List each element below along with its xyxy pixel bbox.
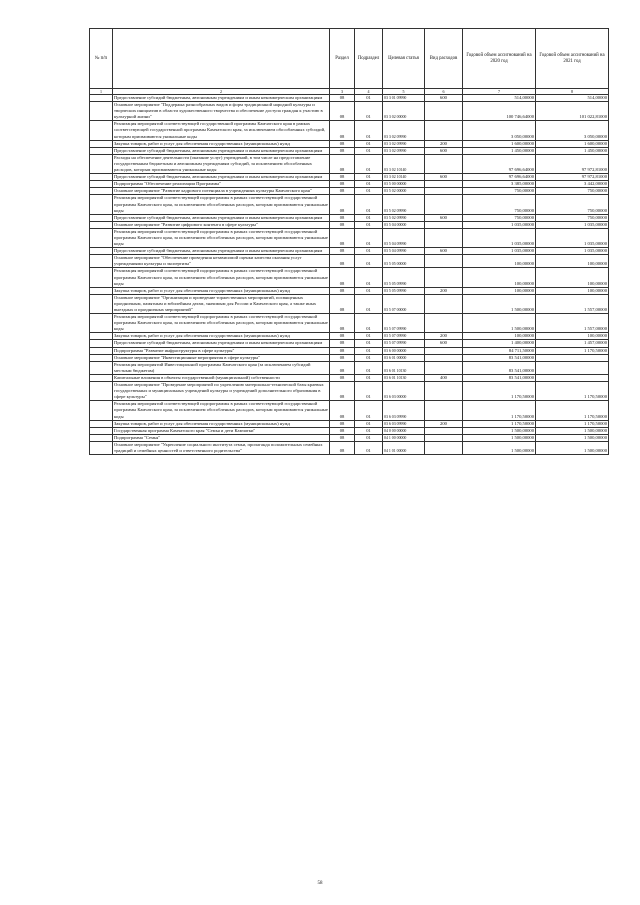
row-sum2021-cell: 1 500,00000 [536, 427, 609, 434]
row-sum2020-cell: 3 385,00000 [463, 181, 536, 188]
row-sum2021-cell: 101 022,81000 [536, 102, 609, 121]
row-sum2020-cell: 100,00000 [463, 333, 536, 340]
row-target-cell: 03 6 03 00000 [383, 382, 425, 401]
header-exptype: Вид расходов [425, 29, 463, 89]
row-sum2021-cell [536, 361, 609, 374]
row-subsection-cell: 01 [355, 382, 383, 401]
row-sum2020-cell: 1 170,50000 [463, 420, 536, 427]
row-number-cell [90, 441, 113, 454]
row-number-cell [90, 333, 113, 340]
header-section: Раздел [330, 29, 355, 89]
table-row [90, 340, 609, 347]
row-subsection-cell: 01 [355, 140, 383, 147]
row-name-cell: Реализация мероприятий соответствующей подпрограммы в рамках соответствующей государственной программы Камчатского края, за исключением обособленных расходов, которым присваиваются уникальные коды [114, 314, 328, 332]
row-sum2020-cell: 84 711,50000 [463, 347, 536, 354]
row-target-cell: 03 5 07 09990 [383, 340, 425, 347]
row-section-cell: 08 [330, 102, 355, 121]
row-exptype-cell [425, 294, 463, 313]
table-row [90, 248, 609, 255]
row-name-cell: Основное мероприятие "Развитие кадрового потенциала в учреждениях культуры Камчатского края" [113, 188, 330, 195]
column-number: 4 [355, 89, 383, 95]
row-section-cell: 08 [330, 248, 355, 255]
row-number-cell [90, 248, 113, 255]
table-row [90, 434, 609, 441]
row-subsection-cell: 01 [355, 287, 383, 294]
row-name-cell: Предоставление субсидий бюджетным, автономным учреждениям и иным некоммерческим организациям [113, 214, 330, 221]
row-number-cell [90, 420, 113, 427]
row-target-cell: 03 3 01 09990 [383, 95, 425, 102]
row-section-cell: 08 [330, 420, 355, 427]
row-sum2020-cell: 1 600,00000 [463, 140, 536, 147]
row-section-cell: 08 [330, 95, 355, 102]
row-section-cell: 08 [330, 441, 355, 454]
table-row [90, 181, 609, 188]
row-name-cell: Закупка товаров, работ и услуг для обеспечения государственных (муниципальных) нужд [113, 287, 330, 294]
row-target-cell: 03 3 02 09990 [383, 140, 425, 147]
row-section-cell: 08 [330, 333, 355, 340]
row-sum2020-cell: 1 035,00000 [463, 248, 536, 255]
table-row [90, 214, 609, 221]
table-row [90, 221, 609, 228]
row-sum2020-cell: 100,00000 [463, 255, 536, 268]
row-target-cell: 03 6 01 00000 [383, 354, 425, 361]
row-subsection-cell: 01 [355, 441, 383, 454]
row-name-cell: Предоставление субсидий бюджетным, автономным учреждениям и иным некоммерческим организациям [113, 174, 330, 181]
row-number-cell [90, 121, 113, 140]
row-number-cell [90, 427, 113, 434]
row-sum2021-cell: 514,00000 [536, 95, 609, 102]
row-name-cell: Реализация мероприятий Инвестиционной программы Камчатского края (за исключением субсидий местным бюджетам) [113, 361, 330, 374]
row-sum2021-cell: 1 035,00000 [536, 221, 609, 228]
row-name-cell: Основное мероприятие "Обеспечение проведения независимой оценки качества оказания услуг учреждениями культуры и экспертизы" [113, 255, 330, 268]
table-row [90, 188, 609, 195]
row-section-cell: 08 [330, 347, 355, 354]
row-sum2020-cell: 100,00000 [463, 268, 536, 287]
row-subsection-cell: 01 [355, 181, 383, 188]
row-sum2021-cell: 1 600,00000 [536, 140, 609, 147]
row-target-cell: 04 0 00 00000 [383, 427, 425, 434]
column-number: 5 [383, 89, 425, 95]
table-row [90, 255, 609, 268]
row-subsection-cell: 01 [355, 361, 383, 374]
row-name-cell: Реализация мероприятий соответствующей подпрограммы в рамках соответствующей государственной программы Камчатского края, за исключением обособленных расходов, которым присваиваются уникальные коды [114, 195, 328, 213]
row-section-cell: 08 [330, 181, 355, 188]
row-number-cell [90, 268, 113, 287]
row-exptype-cell [425, 361, 463, 374]
row-subsection-cell: 01 [355, 374, 383, 381]
row-name-cell: Предоставление субсидий бюджетным, автономным учреждениям и иным некоммерческим организациям [113, 147, 330, 154]
column-number: 8 [536, 89, 609, 95]
row-number-cell [90, 347, 113, 354]
row-exptype-cell [425, 102, 463, 121]
page-number: 58 [317, 881, 323, 886]
table-row [90, 333, 609, 340]
row-name-cell: Подпрограмма "Обеспечение реализации Программы" [113, 181, 330, 188]
row-exptype-cell [425, 427, 463, 434]
row-subsection-cell: 01 [355, 255, 383, 268]
row-subsection-cell: 01 [355, 401, 383, 420]
row-name-cell: Основное мероприятие "Укрепление социального института семьи, пропаганда положительных семейных традиций и семейных ценностей и ответственного родительства" [113, 441, 330, 454]
row-number-cell [90, 361, 113, 374]
table-row [90, 382, 609, 401]
row-sum2021-cell: 1 450,00000 [536, 147, 609, 154]
row-sum2021-cell: 1 170,50000 [536, 382, 609, 401]
column-number: 2 [113, 89, 330, 95]
row-number-cell [90, 174, 113, 181]
row-sum2020-cell: 514,00000 [463, 95, 536, 102]
row-sum2021-cell: 1 035,00000 [536, 248, 609, 255]
row-subsection-cell: 01 [355, 147, 383, 154]
row-sum2020-cell: 1 450,00000 [463, 147, 536, 154]
table-row [90, 154, 609, 173]
row-subsection-cell: 01 [355, 347, 383, 354]
row-sum2020-cell: 750,00000 [463, 214, 536, 221]
row-target-cell: 03 5 04 00000 [383, 221, 425, 228]
row-exptype-cell: 200 [425, 333, 463, 340]
row-sum2020-cell: 97 696,64000 [463, 174, 536, 181]
row-target-cell: 03 5 07 00000 [383, 294, 425, 313]
row-sum2020-cell: 1 170,50000 [463, 401, 536, 420]
row-sum2021-cell: 97 972,81000 [536, 174, 609, 181]
row-sum2020-cell: 1 500,00000 [463, 434, 536, 441]
row-number-cell [90, 188, 113, 195]
row-target-cell: 03 6 00 00000 [383, 347, 425, 354]
row-sum2021-cell: 1 457,00000 [536, 340, 609, 347]
row-sum2021-cell: 1 170,50000 [536, 420, 609, 427]
row-subsection-cell: 01 [355, 427, 383, 434]
row-sum2021-cell: 750,00000 [536, 188, 609, 195]
row-name-cell: Капитальные вложения в объекты государственной (муниципальной) собственности [113, 374, 330, 381]
column-number: 7 [463, 89, 536, 95]
row-exptype-cell [425, 354, 463, 361]
row-number-cell [90, 382, 113, 401]
row-sum2020-cell: 83 541,00000 [463, 374, 536, 381]
row-target-cell: 04 1 00 00000 [383, 434, 425, 441]
table-row [90, 374, 609, 381]
row-number-cell [90, 228, 113, 247]
row-number-cell [90, 147, 113, 154]
row-subsection-cell: 01 [355, 354, 383, 361]
row-subsection-cell: 01 [355, 333, 383, 340]
table-header-row [90, 29, 609, 89]
row-sum2021-cell: 3 050,00000 [536, 121, 609, 140]
row-sum2020-cell: 83 541,00000 [463, 361, 536, 374]
row-subsection-cell: 01 [355, 294, 383, 313]
row-section-cell: 08 [330, 174, 355, 181]
row-subsection-cell: 01 [355, 228, 383, 247]
table-row [90, 354, 609, 361]
row-section-cell: 08 [330, 228, 355, 247]
row-subsection-cell: 01 [355, 248, 383, 255]
row-target-cell: 03 5 04 09990 [383, 248, 425, 255]
row-name-cell: Предоставление субсидий бюджетным, автономным учреждениям и иным некоммерческим организациям [113, 340, 330, 347]
row-section-cell: 08 [330, 268, 355, 287]
row-sum2020-cell: 1 170,50000 [463, 382, 536, 401]
row-number-cell [90, 314, 113, 333]
row-target-cell: 03 6 03 09990 [383, 420, 425, 427]
row-section-cell: 08 [330, 294, 355, 313]
row-exptype-cell [425, 154, 463, 173]
row-target-cell: 03 5 07 09990 [383, 333, 425, 340]
row-subsection-cell: 01 [355, 174, 383, 181]
row-exptype-cell: 600 [425, 340, 463, 347]
row-target-cell: 03 5 02 09990 [383, 214, 425, 221]
row-sum2021-cell: 750,00000 [536, 214, 609, 221]
row-sum2020-cell: 3 050,00000 [463, 121, 536, 140]
row-exptype-cell [425, 347, 463, 354]
header-sum2021: Годовой объем ассигнований на 2021 год [536, 29, 609, 89]
header-subsection: Подраздел [355, 29, 383, 89]
row-sum2021-cell: 1 170,50000 [536, 347, 609, 354]
row-section-cell: 08 [330, 434, 355, 441]
table-row [90, 268, 609, 287]
row-number-cell [90, 294, 113, 313]
row-name-cell: Основное мероприятие "Развитие цифрового контента в сфере культуры" [113, 221, 330, 228]
row-name-cell: Реализация мероприятий соответствующей государственной программы Камчатского края в рамках соответствующей государственной программы Камчатского края, за исключением обособленных субсидий, которым присваиваются уникальные коды [113, 121, 330, 140]
table-row [90, 147, 609, 154]
row-subsection-cell: 01 [355, 314, 383, 333]
row-sum2021-cell: 100,00000 [536, 333, 609, 340]
row-target-cell: 03 6 03 09990 [383, 401, 425, 420]
row-exptype-cell [425, 314, 463, 333]
row-name-cell: Закупка товаров, работ и услуг для обеспечения государственных (муниципальных) нужд [113, 140, 330, 147]
table-row [90, 441, 609, 454]
row-exptype-cell [425, 268, 463, 287]
row-section-cell: 08 [330, 154, 355, 173]
row-sum2020-cell: 750,00000 [463, 188, 536, 195]
row-target-cell: 03 3 02 10140 [383, 174, 425, 181]
row-section-cell: 08 [330, 314, 355, 333]
row-sum2021-cell: 100,00000 [536, 287, 609, 294]
table-row [90, 174, 609, 181]
row-name-cell: Основное мероприятие "Инвестиционные мероприятия в сфере культуры" [113, 354, 330, 361]
row-subsection-cell: 01 [355, 214, 383, 221]
row-sum2020-cell: 1 500,00000 [463, 294, 536, 313]
row-sum2020-cell: 750,00000 [463, 195, 536, 214]
table-row [90, 427, 609, 434]
row-exptype-cell [425, 382, 463, 401]
row-number-cell [90, 95, 113, 102]
table-row [90, 102, 609, 121]
row-sum2021-cell: 1 035,00000 [536, 228, 609, 247]
row-section-cell: 08 [330, 147, 355, 154]
header-target: Целевая статья [383, 29, 425, 89]
row-subsection-cell: 01 [355, 420, 383, 427]
row-subsection-cell: 01 [355, 154, 383, 173]
row-exptype-cell [425, 221, 463, 228]
row-section-cell: 08 [330, 374, 355, 381]
table-row [90, 401, 609, 420]
row-exptype-cell [425, 121, 463, 140]
row-target-cell: 03 5 04 09990 [383, 228, 425, 247]
row-section-cell: 08 [330, 121, 355, 140]
row-sum2021-cell: 1 557,00000 [536, 314, 609, 333]
row-number-cell [90, 195, 113, 214]
row-target-cell: 03 5 02 09990 [383, 195, 425, 214]
row-exptype-cell: 600 [425, 214, 463, 221]
table-row [90, 420, 609, 427]
row-sum2021-cell: 97 972,81000 [536, 154, 609, 173]
row-target-cell: 03 5 02 00000 [383, 188, 425, 195]
row-subsection-cell: 01 [355, 434, 383, 441]
row-number-cell [90, 140, 113, 147]
row-exptype-cell: 200 [425, 420, 463, 427]
row-name-cell: Расходы на обеспечение деятельности (оказание услуг) учреждений, в том числе на предоставление государственным бюджетным и автономным учреждениям субсидий, за исключением обособленных расходов, которым присваиваются уникальные коды [113, 154, 330, 173]
header-sum2020: Годовой объем ассигнований на 2020 год [463, 29, 536, 89]
table-row [90, 95, 609, 102]
row-sum2021-cell: 3 442,00000 [536, 181, 609, 188]
row-target-cell: 03 6 01 10130 [383, 374, 425, 381]
row-name-cell: Основное мероприятие "Поддержка разнообразных видов и форм традиционной народной культуры и творческих инициатив в области художественного творчества и обеспечение доступа граждан к участию в культурной жизни" [113, 102, 330, 121]
row-section-cell: 08 [330, 221, 355, 228]
row-exptype-cell [425, 195, 463, 214]
row-section-cell: 08 [330, 340, 355, 347]
row-number-cell [90, 401, 113, 420]
row-name-cell: Подпрограмма "Семья" [113, 434, 330, 441]
row-subsection-cell: 01 [355, 102, 383, 121]
row-subsection-cell: 01 [355, 340, 383, 347]
row-exptype-cell [425, 434, 463, 441]
row-exptype-cell: 400 [425, 374, 463, 381]
row-name-cell: Реализация мероприятий соответствующей подпрограммы в рамках соответствующей государственной программы Камчатского края, за исключением обособленных расходов, которым присваиваются уникальные коды [114, 268, 328, 286]
row-subsection-cell: 01 [355, 221, 383, 228]
row-subsection-cell: 01 [355, 268, 383, 287]
row-section-cell: 08 [330, 382, 355, 401]
row-number-cell [90, 287, 113, 294]
row-target-cell: 03 3 02 09990 [383, 147, 425, 154]
row-sum2021-cell: 100,00000 [536, 255, 609, 268]
row-sum2021-cell: 750,00000 [536, 195, 609, 214]
row-target-cell: 03 3 02 10140 [383, 154, 425, 173]
row-exptype-cell: 600 [425, 147, 463, 154]
row-exptype-cell [425, 181, 463, 188]
row-exptype-cell [425, 188, 463, 195]
row-sum2020-cell: 100,00000 [463, 287, 536, 294]
row-name-cell: Реализация мероприятий соответствующей подпрограммы в рамках соответствующей государственной программы Камчатского края, за исключением обособленных расходов, которым присваиваются уникальные коды [114, 228, 328, 247]
column-number: 6 [425, 89, 463, 95]
table-row [90, 121, 609, 140]
row-exptype-cell: 600 [425, 174, 463, 181]
row-number-cell [90, 255, 113, 268]
row-section-cell: 08 [330, 401, 355, 420]
row-section-cell: 08 [330, 255, 355, 268]
row-sum2020-cell: 97 696,64000 [463, 154, 536, 173]
row-sum2020-cell: 1 500,00000 [463, 427, 536, 434]
row-number-cell [90, 221, 113, 228]
row-number-cell [90, 354, 113, 361]
row-name-cell: Подпрограмма "Развитие инфраструктуры в сфере культуры" [113, 347, 330, 354]
row-target-cell: 03 6 01 10130 [383, 361, 425, 374]
row-name-cell: Основное мероприятие "Организация и проведение торжественных мероприятий, посвященных праздничным, памятным и юбилейным датам, значимым для России и Камчатского края, а также иных выездных и праздничных мероприятий" [113, 294, 330, 313]
table-row [90, 140, 609, 147]
row-exptype-cell [425, 401, 463, 420]
row-sum2021-cell [536, 354, 609, 361]
row-exptype-cell: 200 [425, 140, 463, 147]
row-sum2021-cell: 1 170,50000 [536, 401, 609, 420]
row-name-cell: Предоставление субсидий бюджетным, автономным учреждениям и иным некоммерческим организациям [113, 248, 330, 255]
row-number-cell [90, 374, 113, 381]
header-num: № п/п [90, 29, 113, 89]
row-name-cell: Закупка товаров, работ и услуг для обеспечения государственных (муниципальных) нужд [113, 420, 330, 427]
table-body [90, 95, 609, 455]
row-target-cell: 04 1 01 00000 [383, 441, 425, 454]
row-sum2020-cell: 1 400,00000 [463, 340, 536, 347]
row-sum2020-cell: 83 541,00000 [463, 354, 536, 361]
row-section-cell: 08 [330, 427, 355, 434]
row-subsection-cell: 01 [355, 121, 383, 140]
row-section-cell: 08 [330, 214, 355, 221]
row-target-cell: 03 3 02 09990 [383, 121, 425, 140]
table-row [90, 361, 609, 374]
row-sum2021-cell: 1 557,00000 [536, 294, 609, 313]
row-exptype-cell: 600 [425, 248, 463, 255]
row-name-cell: Закупка товаров, работ и услуг для обеспечения государственных (муниципальных) нужд [113, 333, 330, 340]
row-section-cell: 08 [330, 287, 355, 294]
row-sum2020-cell: 1 035,00000 [463, 221, 536, 228]
row-exptype-cell [425, 255, 463, 268]
column-number: 3 [330, 89, 355, 95]
row-name-cell: Предоставление субсидий бюджетным, автономным учреждениям и иным некоммерческим организациям [113, 95, 330, 102]
budget-table [89, 28, 609, 455]
row-section-cell: 08 [330, 354, 355, 361]
row-name-cell: Реализация мероприятий соответствующей подпрограммы в рамках соответствующей государственной программы Камчатского края, за исключением обособленных расходов, которым присваиваются уникальные коды [114, 401, 328, 419]
row-sum2021-cell: 1 500,00000 [536, 434, 609, 441]
row-target-cell: 03 5 05 00000 [383, 255, 425, 268]
row-section-cell: 08 [330, 140, 355, 147]
row-target-cell: 03 5 07 09990 [383, 314, 425, 333]
row-target-cell: 03 5 00 00000 [383, 181, 425, 188]
table-row [90, 287, 609, 294]
header-name [113, 29, 330, 89]
row-number-cell [90, 181, 113, 188]
row-section-cell: 08 [330, 195, 355, 214]
row-section-cell: 08 [330, 188, 355, 195]
row-sum2020-cell: 1 500,00000 [463, 441, 536, 454]
row-sum2021-cell: 100,00000 [536, 268, 609, 287]
row-subsection-cell: 01 [355, 195, 383, 214]
row-number-cell [90, 340, 113, 347]
table-row [90, 347, 609, 354]
row-name-cell: Основное мероприятие "Проведение мероприятий по укреплению материально-технической базы краевых государственных и муниципальных учреждений культуры и учреждений дополнительного образования в сфере культуры" [113, 382, 330, 401]
table-row [90, 228, 609, 247]
row-exptype-cell: 600 [425, 95, 463, 102]
row-exptype-cell [425, 441, 463, 454]
row-name-cell: Государственная программа Камчатского края "Семья и дети Камчатки" [113, 427, 330, 434]
column-number: 1 [90, 89, 113, 95]
row-sum2020-cell: 100 746,64000 [463, 102, 536, 121]
row-sum2021-cell: 1 500,00000 [536, 441, 609, 454]
row-number-cell [90, 154, 113, 173]
row-subsection-cell: 01 [355, 95, 383, 102]
row-sum2020-cell: 1 500,00000 [463, 314, 536, 333]
row-target-cell: 03 5 05 09990 [383, 287, 425, 294]
row-exptype-cell: 200 [425, 287, 463, 294]
row-target-cell: 03 5 05 09990 [383, 268, 425, 287]
row-target-cell: 03 3 02 00000 [383, 102, 425, 121]
row-sum2021-cell [536, 374, 609, 381]
row-sum2020-cell: 1 035,00000 [463, 228, 536, 247]
table-row [90, 314, 609, 333]
row-number-cell [90, 214, 113, 221]
row-exptype-cell [425, 228, 463, 247]
table-row [90, 195, 609, 214]
table-row [90, 294, 609, 313]
row-subsection-cell: 01 [355, 188, 383, 195]
row-section-cell: 08 [330, 361, 355, 374]
row-number-cell [90, 434, 113, 441]
row-number-cell [90, 102, 113, 121]
